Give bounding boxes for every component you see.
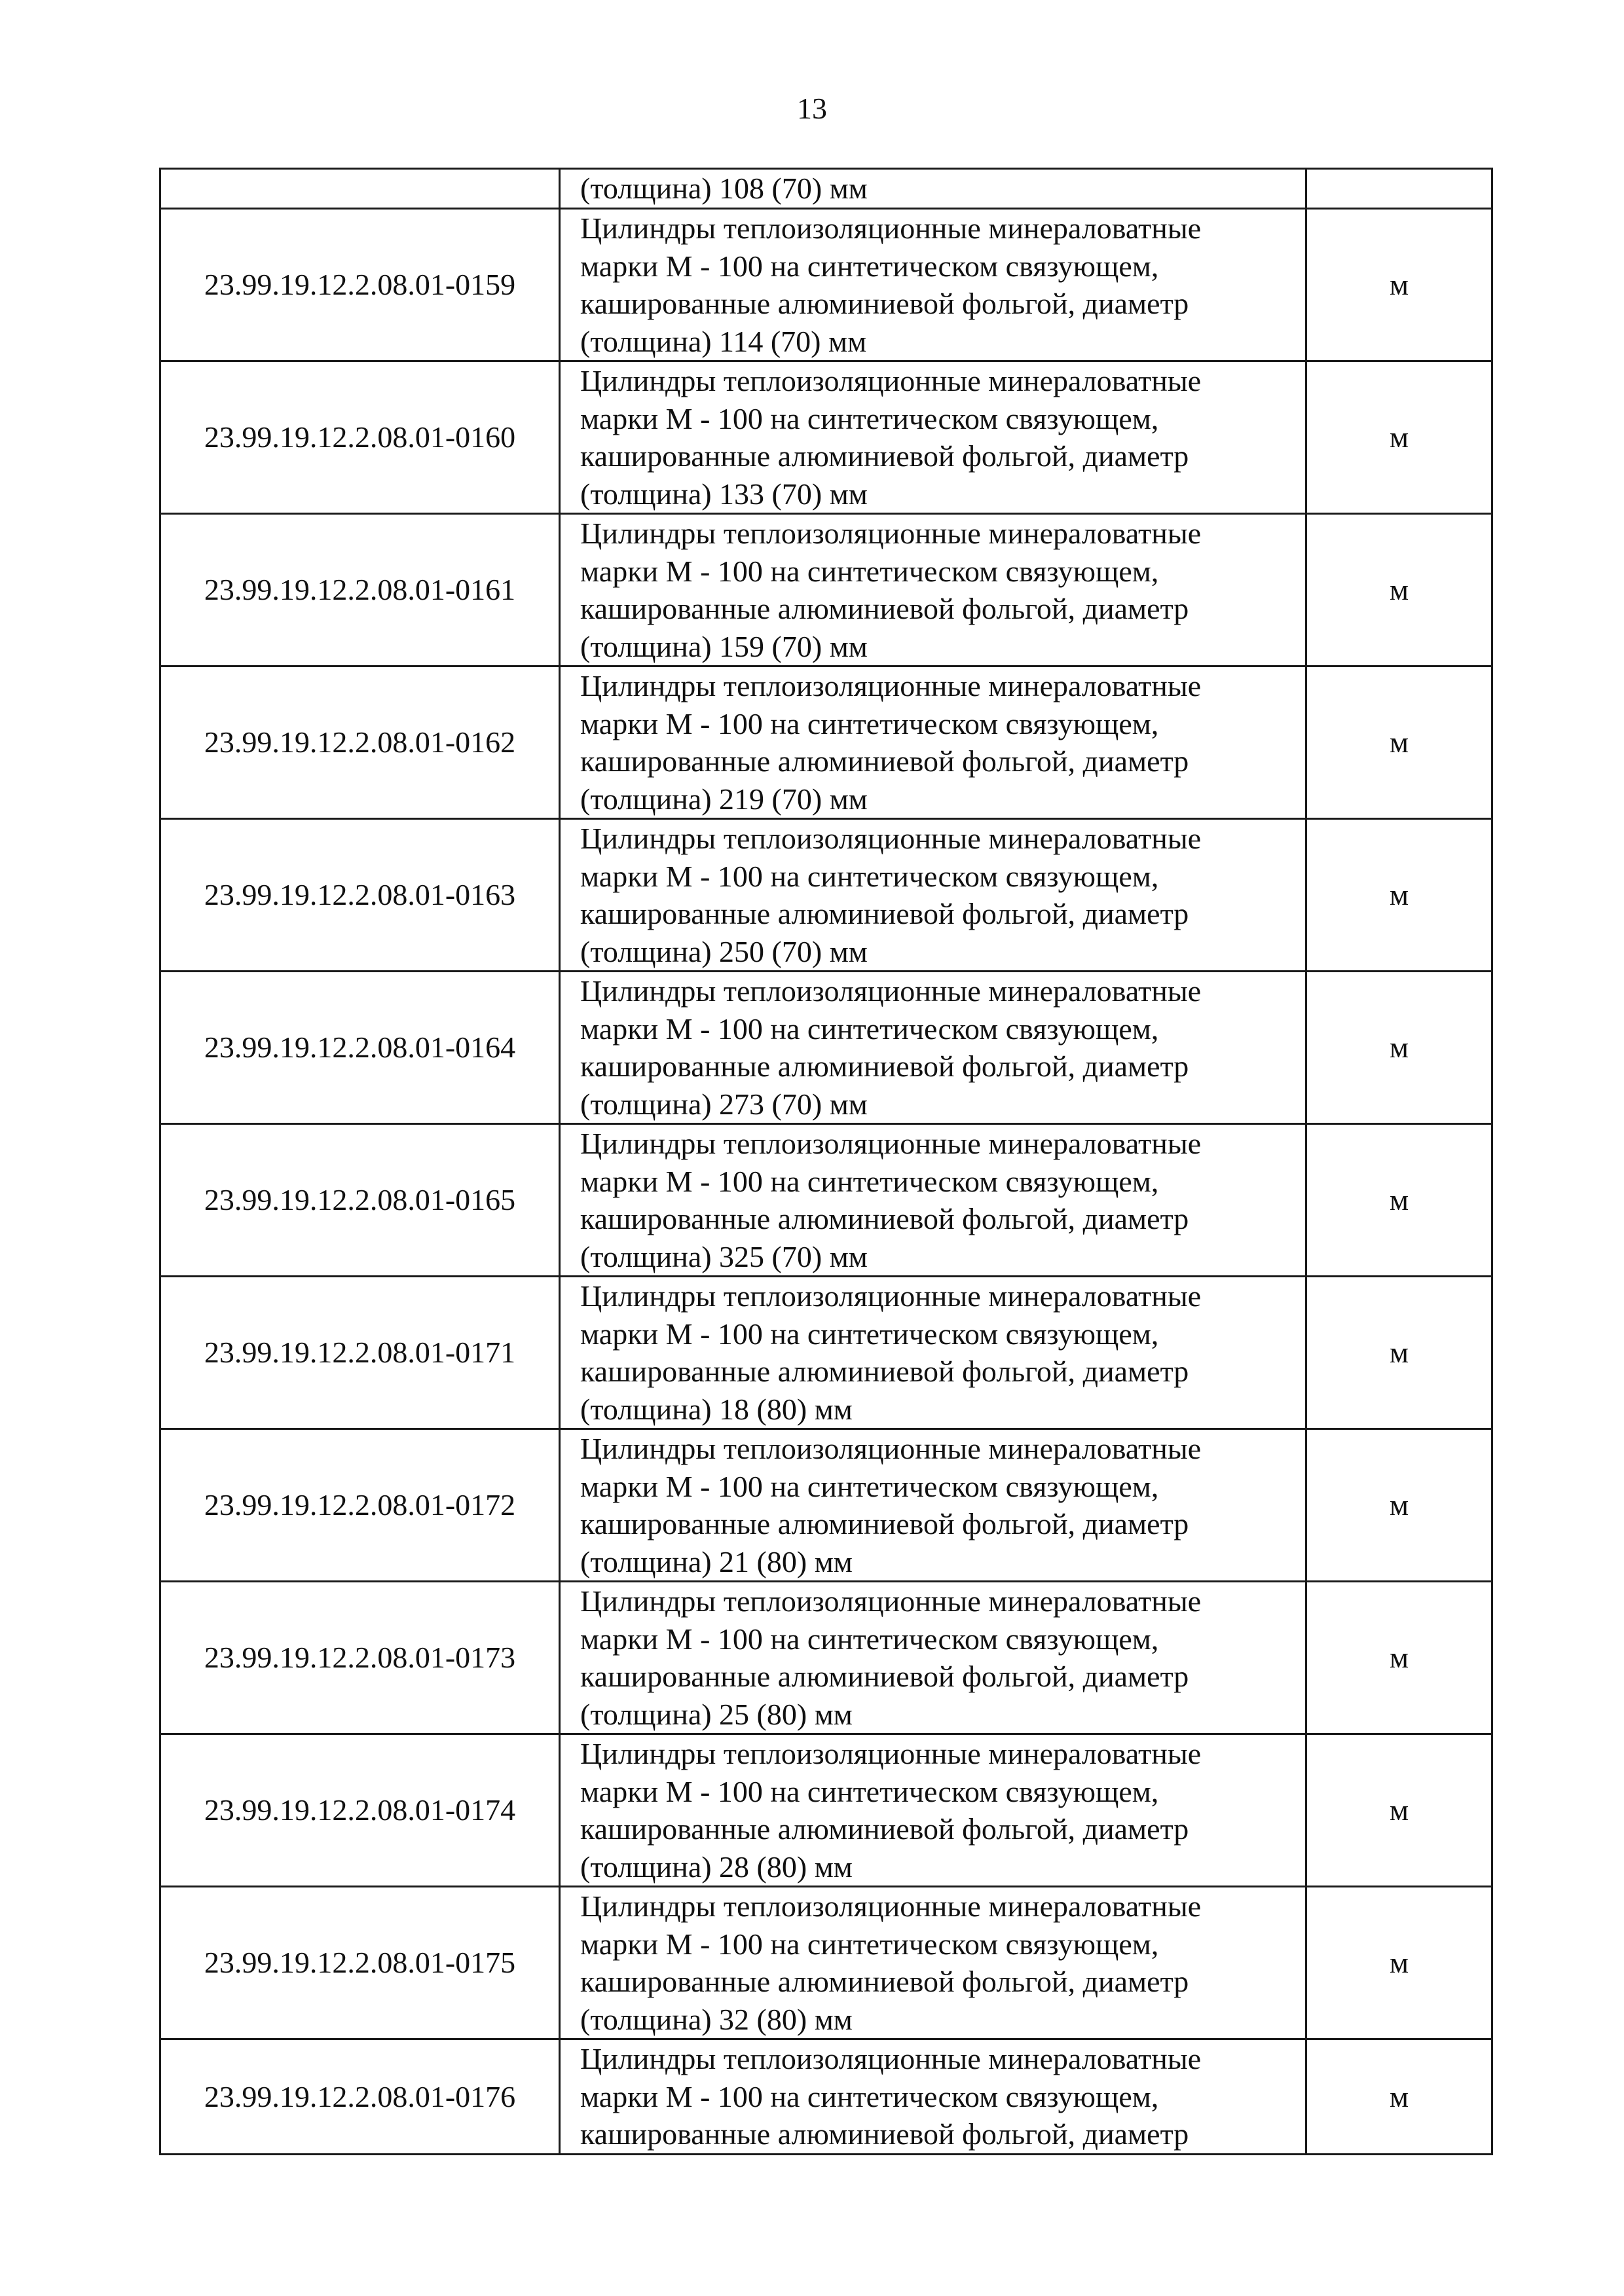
description-line: Цилиндры теплоизоляционные минераловатные: [580, 517, 1202, 550]
description-line: Цилиндры теплоизоляционные минераловатные: [580, 211, 1202, 245]
description-line: кашированные алюминиевой фольгой, диаметр: [580, 287, 1189, 320]
code-cell: 23.99.19.12.2.08.01-0171: [160, 1277, 560, 1429]
description-line: (толщина) 325 (70) мм: [580, 1239, 868, 1273]
description-line: (толщина) 273 (70) мм: [580, 1087, 868, 1121]
table-row: [160, 666, 1492, 819]
description-line: Цилиндры теплоизоляционные минераловатные: [580, 2042, 1202, 2075]
table-row: [160, 2039, 1492, 2155]
description-line: (толщина) 114 (70) мм: [580, 324, 867, 358]
description-cell: [560, 666, 1306, 819]
unit-cell: м: [1306, 514, 1492, 666]
description-line: (толщина) 32 (80) мм: [580, 2002, 853, 2036]
description-line: марки М - 100 на синтетическом связующем,: [580, 1774, 1159, 1808]
description-line: марки М - 100 на синтетическом связующем,: [580, 249, 1159, 283]
description-cell: [560, 819, 1306, 972]
table-row: [160, 1277, 1492, 1429]
description-cell: [560, 1277, 1306, 1429]
description-cell: [560, 169, 1306, 209]
table-row: [160, 819, 1492, 972]
description-line: (толщина) 219 (70) мм: [580, 782, 868, 816]
description-line: Цилиндры теплоизоляционные минераловатные: [580, 822, 1202, 855]
unit-cell: м: [1306, 1277, 1492, 1429]
table-row: [160, 514, 1492, 666]
description-line: кашированные алюминиевой фольгой, диаметр: [580, 1507, 1189, 1540]
description-line: марки М - 100 на синтетическом связующем,: [580, 1622, 1159, 1656]
code-cell: [160, 169, 560, 209]
unit-cell: м: [1306, 1734, 1492, 1887]
description-line: Цилиндры теплоизоляционные минераловатные: [580, 1889, 1202, 1923]
description-line: марки М - 100 на синтетическом связующем,: [580, 859, 1159, 893]
description-line: кашированные алюминиевой фольгой, диаметр: [580, 1355, 1189, 1388]
unit-cell: м: [1306, 209, 1492, 361]
description-line: кашированные алюминиевой фольгой, диаметр: [580, 2117, 1189, 2151]
unit-cell: м: [1306, 1582, 1492, 1734]
description-line: Цилиндры теплоизоляционные минераловатные: [580, 1737, 1202, 1770]
table-row: [160, 1734, 1492, 1887]
code-cell: 23.99.19.12.2.08.01-0176: [160, 2039, 560, 2155]
description-line: Цилиндры теплоизоляционные минераловатные: [580, 1127, 1202, 1160]
description-line: (толщина) 108 (70) мм: [580, 172, 868, 206]
description-line: марки М - 100 на синтетическом связующем,: [580, 1927, 1159, 1961]
code-cell: 23.99.19.12.2.08.01-0162: [160, 666, 560, 819]
description-cell: [560, 972, 1306, 1124]
table-row: [160, 1429, 1492, 1582]
description-line: (толщина) 18 (80) мм: [580, 1392, 853, 1426]
table-row: [160, 1124, 1492, 1277]
unit-cell: м: [1306, 1124, 1492, 1277]
description-line: (толщина) 250 (70) мм: [580, 934, 868, 968]
description-line: (толщина) 25 (80) мм: [580, 1697, 853, 1731]
code-cell: 23.99.19.12.2.08.01-0161: [160, 514, 560, 666]
unit-cell: м: [1306, 2039, 1492, 2155]
table-row: [160, 1582, 1492, 1734]
description-line: марки М - 100 на синтетическом связующем,: [580, 706, 1159, 740]
description-line: кашированные алюминиевой фольгой, диаметр: [580, 1202, 1189, 1235]
description-cell: [560, 514, 1306, 666]
code-cell: 23.99.19.12.2.08.01-0174: [160, 1734, 560, 1887]
description-line: кашированные алюминиевой фольгой, диаметр: [580, 592, 1189, 625]
description-line: марки М - 100 на синтетическом связующем,: [580, 401, 1159, 435]
table-row-continuation: [160, 169, 1492, 209]
table-row: [160, 972, 1492, 1124]
description-line: (толщина) 21 (80) мм: [580, 1544, 853, 1578]
description-line: Цилиндры теплоизоляционные минераловатные: [580, 1279, 1202, 1313]
description-cell: [560, 361, 1306, 514]
description-line: кашированные алюминиевой фольгой, диаметр: [580, 439, 1189, 473]
description-line: кашированные алюминиевой фольгой, диаметр: [580, 1965, 1189, 1998]
description-line: марки М - 100 на синтетическом связующем,: [580, 1164, 1159, 1198]
description-cell: [560, 1734, 1306, 1887]
table-row: [160, 361, 1492, 514]
unit-cell: м: [1306, 819, 1492, 972]
code-cell: 23.99.19.12.2.08.01-0173: [160, 1582, 560, 1734]
description-line: Цилиндры теплоизоляционные минераловатные: [580, 974, 1202, 1008]
description-line: марки М - 100 на синтетическом связующем,: [580, 2079, 1159, 2113]
unit-cell: [1306, 169, 1492, 209]
description-line: (толщина) 28 (80) мм: [580, 1850, 853, 1884]
unit-cell: м: [1306, 361, 1492, 514]
unit-cell: м: [1306, 666, 1492, 819]
unit-cell: м: [1306, 1429, 1492, 1582]
code-cell: 23.99.19.12.2.08.01-0160: [160, 361, 560, 514]
description-cell: [560, 1429, 1306, 1582]
description-line: кашированные алюминиевой фольгой, диаметр: [580, 1660, 1189, 1693]
description-line: Цилиндры теплоизоляционные минераловатные: [580, 364, 1202, 397]
description-cell: [560, 209, 1306, 361]
description-line: марки М - 100 на синтетическом связующем,: [580, 1317, 1159, 1351]
description-line: кашированные алюминиевой фольгой, диаметр: [580, 744, 1189, 778]
description-line: марки М - 100 на синтетическом связующем,: [580, 1011, 1159, 1046]
code-cell: 23.99.19.12.2.08.01-0159: [160, 209, 560, 361]
code-cell: 23.99.19.12.2.08.01-0172: [160, 1429, 560, 1582]
description-line: кашированные алюминиевой фольгой, диаметр: [580, 1812, 1189, 1846]
unit-cell: м: [1306, 1887, 1492, 2039]
description-cell: [560, 1887, 1306, 2039]
description-cell: [560, 1124, 1306, 1277]
description-line: (толщина) 133 (70) мм: [580, 477, 868, 511]
code-cell: 23.99.19.12.2.08.01-0175: [160, 1887, 560, 2039]
unit-cell: м: [1306, 972, 1492, 1124]
description-line: кашированные алюминиевой фольгой, диаметр: [580, 1049, 1189, 1083]
page-number: 13: [797, 92, 827, 125]
code-cell: 23.99.19.12.2.08.01-0165: [160, 1124, 560, 1277]
code-cell: 23.99.19.12.2.08.01-0163: [160, 819, 560, 972]
description-line: Цилиндры теплоизоляционные минераловатные: [580, 1432, 1202, 1465]
description-cell: [560, 1582, 1306, 1734]
description-line: Цилиндры теплоизоляционные минераловатные: [580, 669, 1202, 702]
description-line: кашированные алюминиевой фольгой, диаметр: [580, 897, 1189, 930]
description-cell: [560, 2039, 1306, 2155]
description-line: марки М - 100 на синтетическом связующем,: [580, 554, 1159, 588]
description-line: Цилиндры теплоизоляционные минераловатные: [580, 1584, 1202, 1618]
materials-table: [159, 168, 1493, 2155]
table-row: [160, 209, 1492, 361]
code-cell: 23.99.19.12.2.08.01-0164: [160, 972, 560, 1124]
description-line: марки М - 100 на синтетическом связующем,: [580, 1469, 1159, 1503]
description-line: (толщина) 159 (70) мм: [580, 629, 868, 663]
table-row: [160, 1887, 1492, 2039]
